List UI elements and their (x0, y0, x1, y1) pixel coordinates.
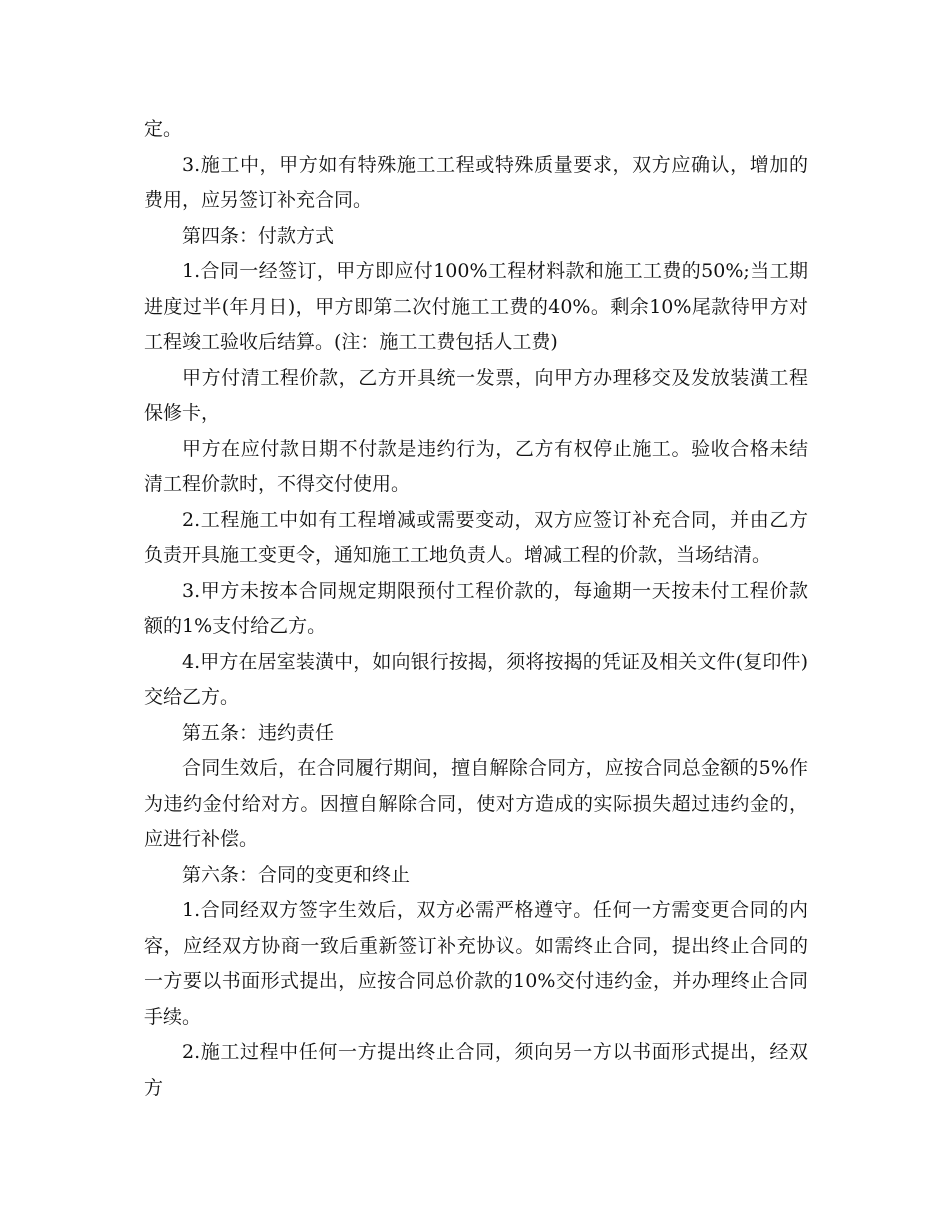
document-page (144, 112, 808, 1106)
paragraph-clause-4-3: 3.甲方未按本合同规定期限预付工程价款的，每逾期一天按未付工程价款额的1%支付给乙方。 (144, 579, 808, 637)
paragraph-continuation: 定。 (144, 118, 183, 140)
paragraph-clause-4-2: 2.工程施工中如有工程增减或需要变动，双方应签订补充合同，并由乙方负责开具施工变更令，通知施工工地负责人。增减工程的价款，当场结清。 (144, 508, 808, 566)
section-heading-article-5: 第五条：违约责任 (182, 721, 335, 744)
paragraph-late-payment: 甲方在应付款日期不付款是违约行为，乙方有权停止施工。验收合格未结清工程价款时，不得交付使用。 (144, 437, 808, 495)
paragraph-clause-3-3: 3.施工中，甲方如有特殊施工工程或特殊质量要求，双方应确认，增加的费用，应另签订补充合同。 (144, 153, 808, 211)
paragraph-clause-6-1: 1.合同经双方签字生效后，双方必需严格遵守。任何一方需变更合同的内容，应经双方协商一致后重新签订补充协议。如需终止合同，提出终止合同的一方要以书面形式提出，应按合同总价款的10%交付违约金，并办理终止合同手续。 (144, 899, 808, 1028)
paragraph-clause-4-4: 4.甲方在居室装潢中，如向银行按揭，须将按揭的凭证及相关文件(复印件)交给乙方。 (144, 650, 808, 708)
section-heading-article-4: 第四条：付款方式 (182, 224, 335, 247)
paragraph-invoice: 甲方付清工程价款，乙方开具统一发票，向甲方办理移交及发放装潢工程保修卡， (144, 366, 808, 424)
paragraph-breach-liability: 合同生效后，在合同履行期间，擅自解除合同方，应按合同总金额的5%作为违约金付给对方。因擅自解除合同，使对方造成的实际损失超过违约金的，应进行补偿。 (144, 757, 808, 850)
section-heading-article-6: 第六条：合同的变更和终止 (182, 863, 411, 886)
paragraph-clause-6-2: 2.施工过程中任何一方提出终止合同，须向另一方以书面形式提出，经双方 (144, 1041, 808, 1099)
paragraph-clause-4-1: 1.合同一经签订，甲方即应付100%工程材料款和施工工费的50%;当工期进度过半(年月日)，甲方即第二次付施工工费的40%。剩余10%尾款待甲方对工程竣工验收后结算。(注：施工工费包括人工费) (144, 260, 808, 353)
